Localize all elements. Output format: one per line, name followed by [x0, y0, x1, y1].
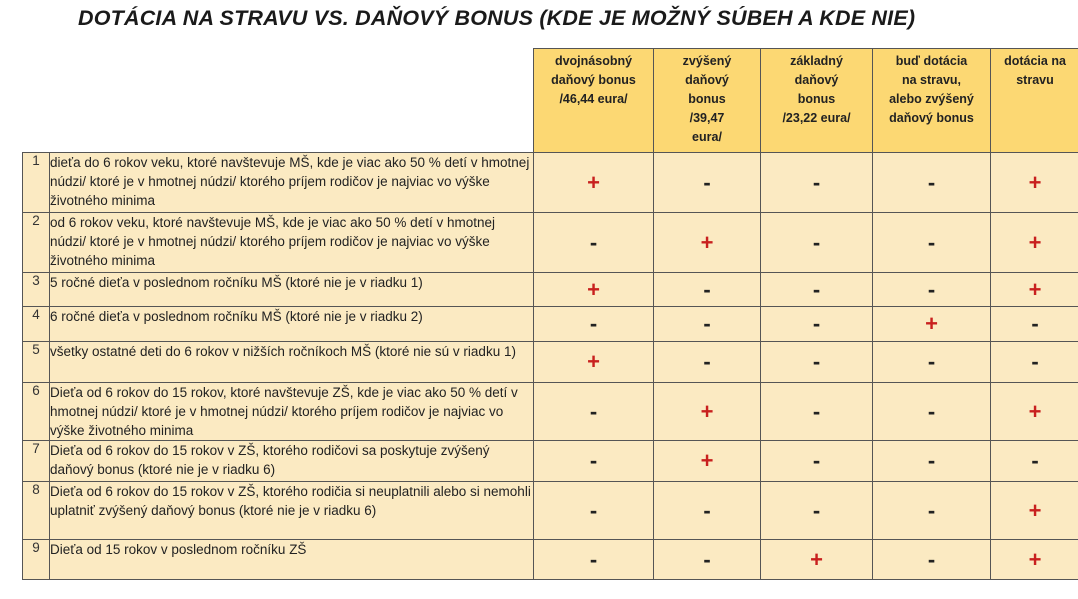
row-number: 9: [23, 540, 50, 580]
value-cell: [761, 213, 873, 273]
value-cell: [761, 273, 873, 307]
plus-sign: +: [1028, 546, 1042, 572]
value-cell: [534, 153, 654, 213]
minus-sign: -: [812, 448, 821, 473]
value-cell: [991, 153, 1078, 213]
value-cell: [991, 273, 1078, 307]
column-header-basic-bonus: základný daňový bonus /23,22 eura/: [761, 49, 873, 153]
page-title: DOTÁCIA NA STRAVU VS. DAŇOVÝ BONUS (KDE JE MOŽNÝ SÚBEH A KDE NIE): [78, 6, 916, 30]
header-row: [23, 49, 1078, 153]
value-cell: [873, 383, 991, 441]
row-number: 6: [23, 383, 50, 441]
value-cell: [873, 307, 991, 342]
plus-sign: +: [1028, 169, 1042, 195]
value-cell: [873, 540, 991, 580]
plus-sign: +: [700, 398, 714, 424]
minus-sign: -: [589, 448, 598, 473]
column-header-either-or: buď dotácia na stravu, alebo zvýšený daňový bonus: [873, 49, 991, 153]
minus-sign: -: [812, 169, 821, 195]
value-cell: [761, 383, 873, 441]
minus-sign: -: [812, 398, 821, 424]
row-description: Dieťa od 6 rokov do 15 rokov v ZŠ, ktorého rodičia si neuplatnili alebo si nemohli uplatniť zvýšený daňový bonus (ktoré nie je v riadku 6): [50, 482, 534, 540]
minus-sign: -: [1031, 448, 1039, 473]
plus-sign: +: [1028, 229, 1042, 255]
minus-sign: -: [589, 497, 598, 523]
table-row: [23, 342, 1078, 383]
value-cell: [761, 342, 873, 383]
value-cell: [534, 482, 654, 540]
table-row: [23, 213, 1078, 273]
column-header-increased-bonus: zvýšený daňový bonus /39,47 eura/: [654, 49, 761, 153]
row-description: 6 ročné dieťa v poslednom ročníku MŠ (ktoré nie je v riadku 2): [50, 307, 534, 342]
table-row: [23, 540, 1078, 580]
value-cell: [991, 540, 1078, 580]
column-header-meal-subsidy: dotácia na stravu: [991, 49, 1078, 153]
value-cell: [654, 441, 761, 482]
value-cell: [873, 482, 991, 540]
row-description: všetky ostatné deti do 6 rokov v nižších ročníkoch MŠ (ktoré nie sú v riadku 1): [50, 342, 534, 383]
value-cell: [654, 307, 761, 342]
minus-sign: -: [589, 398, 598, 424]
header-blank-cell: [50, 49, 534, 153]
header-blank-cell: [23, 49, 50, 153]
minus-sign: -: [927, 448, 936, 473]
value-cell: [873, 153, 991, 213]
value-cell: [654, 213, 761, 273]
minus-sign: -: [703, 311, 711, 336]
plus-sign: +: [587, 169, 600, 195]
value-cell: [991, 213, 1078, 273]
minus-sign: -: [812, 497, 821, 523]
table-row: [23, 441, 1078, 482]
minus-sign: -: [703, 497, 711, 523]
value-cell: [873, 441, 991, 482]
table-row: [23, 383, 1078, 441]
minus-sign: -: [927, 276, 936, 302]
value-cell: [534, 307, 654, 342]
row-number: 5: [23, 342, 50, 383]
row-number: 2: [23, 213, 50, 273]
value-cell: [991, 441, 1078, 482]
value-cell: [991, 383, 1078, 441]
value-cell: [873, 342, 991, 383]
minus-sign: -: [703, 546, 711, 572]
value-cell: [873, 273, 991, 307]
column-header-double-bonus: dvojnásobný daňový bonus /46,44 eura/: [534, 49, 654, 153]
plus-sign: +: [925, 311, 938, 336]
plus-sign: +: [1028, 497, 1042, 523]
plus-sign: +: [810, 546, 823, 572]
minus-sign: -: [927, 349, 936, 374]
value-cell: [534, 342, 654, 383]
value-cell: [534, 540, 654, 580]
value-cell: [654, 383, 761, 441]
row-number: 3: [23, 273, 50, 307]
row-description: 5 ročné dieťa v poslednom ročníku MŠ (ktoré nie je v riadku 1): [50, 273, 534, 307]
minus-sign: -: [812, 276, 821, 302]
row-description: Dieťa od 15 rokov v poslednom ročníku ZŠ: [50, 540, 534, 580]
value-cell: [654, 482, 761, 540]
plus-sign: +: [1028, 276, 1042, 302]
value-cell: [534, 273, 654, 307]
minus-sign: -: [927, 546, 936, 572]
value-cell: [654, 342, 761, 383]
row-number: 8: [23, 482, 50, 540]
value-cell: [761, 153, 873, 213]
minus-sign: -: [703, 169, 711, 195]
value-cell: [761, 482, 873, 540]
minus-sign: -: [703, 349, 711, 374]
table-row: [23, 482, 1078, 540]
table-row: [23, 307, 1078, 342]
value-cell: [991, 342, 1078, 383]
value-cell: [761, 441, 873, 482]
comparison-table: [22, 48, 1078, 580]
plus-sign: +: [700, 448, 714, 473]
minus-sign: -: [812, 311, 821, 336]
row-description: od 6 rokov veku, ktoré navštevuje MŠ, kde je viac ako 50 % detí v hmotnej núdzi/ ktoré je v hmotnej núdzi/ ktorého príjem rodičov je najviac vo výške životného minima: [50, 213, 534, 273]
minus-sign: -: [927, 229, 936, 255]
value-cell: [534, 441, 654, 482]
row-description: Dieťa od 6 rokov do 15 rokov v ZŠ, ktorého rodičovi sa poskytuje zvýšený daňový bonus (ktoré nie je v riadku 6): [50, 441, 534, 482]
value-cell: [761, 540, 873, 580]
value-cell: [534, 213, 654, 273]
row-number: 4: [23, 307, 50, 342]
value-cell: [873, 213, 991, 273]
plus-sign: +: [1028, 398, 1042, 424]
value-cell: [991, 307, 1078, 342]
row-description: dieťa do 6 rokov veku, ktoré navštevuje MŠ, kde je viac ako 50 % detí v hmotnej núdzi/ ktoré je v hmotnej núdzi/ ktorého príjem rodičov je najviac vo výške životného minima: [50, 153, 534, 213]
minus-sign: -: [927, 169, 936, 195]
row-number: 1: [23, 153, 50, 213]
minus-sign: -: [589, 311, 598, 336]
minus-sign: -: [812, 349, 821, 374]
minus-sign: -: [589, 229, 598, 255]
value-cell: [991, 482, 1078, 540]
plus-sign: +: [700, 229, 714, 255]
table-row: [23, 273, 1078, 307]
value-cell: [761, 307, 873, 342]
value-cell: [534, 383, 654, 441]
minus-sign: -: [1031, 311, 1039, 336]
table-row: [23, 153, 1078, 213]
value-cell: [654, 273, 761, 307]
minus-sign: -: [927, 497, 936, 523]
row-number: 7: [23, 441, 50, 482]
plus-sign: +: [587, 349, 600, 374]
minus-sign: -: [589, 546, 598, 572]
value-cell: [654, 153, 761, 213]
value-cell: [654, 540, 761, 580]
plus-sign: +: [587, 276, 600, 302]
minus-sign: -: [812, 229, 821, 255]
minus-sign: -: [1031, 349, 1039, 374]
row-description: Dieťa od 6 rokov do 15 rokov, ktoré navštevuje ZŠ, kde je viac ako 50 % detí v hmotnej núdzi/ ktoré je v hmotnej núdzi/ ktorého príjem rodičov je najviac vo výške životného minima: [50, 383, 534, 441]
minus-sign: -: [703, 276, 711, 302]
minus-sign: -: [927, 398, 936, 424]
